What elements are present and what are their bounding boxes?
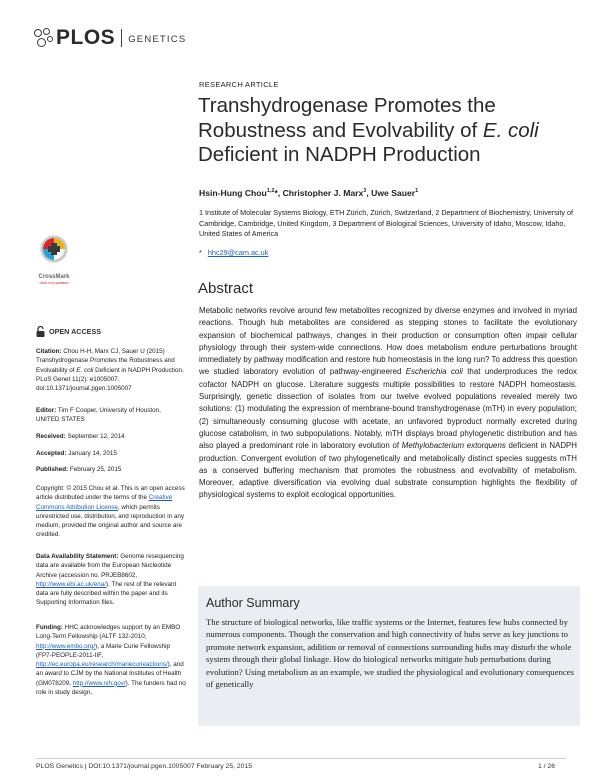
open-access-badge: OPEN ACCESS (36, 326, 101, 337)
footer-citation: PLOS Genetics | DOI:10.1371/journal.pgen.1005007 February 25, 2015 (36, 763, 253, 770)
author-name: Christopher J. Marx (282, 188, 364, 198)
license-link[interactable]: Creative Commons Attribution License (36, 494, 173, 511)
funding-block: Funding: HHC acknowledges support by an EMBO Long-Term Fellowship (ALTF 132-2010, http://www.embo.org/), a Marie Curie Fellowship (FP7-PEOPLE-2011-IIF, http://ec.europa.eu/research/mariecurieactions/), and an award to CJM by the National Institutes of Health (GM078209, http://www.nih.gov/). The funders had no role in study design, (36, 624, 186, 697)
nih-link[interactable]: http://www.nih.gov/ (72, 679, 126, 687)
abstract-heading: Abstract (198, 280, 254, 297)
copyright-block: Copyright: © 2015 Chou et al. This is an open access article distributed under the terms of the Creative Commons Attribution License, which permits unrestricted use, distribution, and reproduction in any medium, provided the original author and source are credited. (36, 485, 185, 539)
embo-link[interactable]: http://www.embo.org/ (36, 642, 96, 650)
article-type: RESEARCH ARTICLE (199, 80, 279, 89)
crossmark-label: CrossMark (38, 274, 70, 280)
page-number: 1 / 26 (538, 763, 556, 770)
crossmark-sub: click for updates (39, 280, 69, 285)
accepted-date: Accepted: January 14, 2015 (36, 450, 117, 457)
crossmark-icon (36, 234, 72, 268)
logo-divider (121, 29, 122, 47)
data-availability-block: Data Availability Statement: Genome resequencing data are available from the European Nucleotide Archive (accession no. PRJEB8602, http://www.ebi.ac.uk/ena/). The rest of the relevant data are fully described within the paper and its Supporting Information files. (36, 553, 184, 607)
author-list: Hsin-Hung Chou$^{1,2}$*, Christopher J. Marx$^3$, Uwe Sauer$^1$ (199, 188, 419, 198)
author-name: Uwe Sauer (371, 188, 416, 198)
mariecurie-link[interactable]: http://ec.europa.eu/research/mariecurieactions/ (36, 661, 168, 669)
author-name: Hsin-Hung Chou (199, 188, 267, 198)
author-summary-text: The structure of biological networks, like traffic systems or the Internet, features few hubs connected by numerous components. Though the conservation and high connectivity of hubs serve as key junctions to promote network expansion, addition or removal of connections surrounding hubs may disturb the whole system through their global linkage. How do biological networks mitigate hub perturbations during evolution? Using metabolism as an example, we studied the physiological and evolutionary consequences of genetically (206, 617, 574, 690)
affiliations: 1 Institute of Molecular Systems Biology, ETH Zürich, Zürich, Switzerland, 2 Department of Biochemistry, University of Cambridge, Cambridge, United Kingdom, 3 Department of Biological Sciences, University of Idaho, Moscow, Idaho, United States of America (199, 208, 574, 238)
open-lock-icon (36, 326, 45, 337)
logo-plos-text: PLOS (56, 26, 116, 49)
corresponding-email[interactable]: * hhc29@cam.ac.uk (199, 248, 269, 257)
author-summary-heading: Author Summary (206, 596, 300, 610)
plos-dots-icon (34, 28, 54, 48)
abstract-body: Metabolic networks revolve around few metabolites recognized by diverse enzymes and involved in myriad reactions. Though hub metabolites are considered as stepping stones to facilitate the evolutionary expansion of biochemical pathways, changes in their production or consumption often impair cellular physiology through their system-wide connections. How does metabolism endure perturbations brought immediately by pathway modification and restore hub homeostasis in the long run? To address this question we studied laboratory evolution of pathway-engineered Escherichia coli that underproduces the redox cofactor NADPH on glucose. Literature suggests multiple possibilities to restore NADPH homeostasis. Surprisingly, genetic dissection of isolates from our twelve evolved populations revealed merely two solutions: (1) modulating the expression of membrane-bound transhydrogenase (mTH) in every population; (2) simultaneously consuming glucose with acetate, an unfavored byproduct normally excreted during glucose catabolism, in two subpopulations. Notably, mTH displays broad phylogenetic distribution and has also played a predominant role in laboratory evolution of Methylobacterium extorquens deficient in NADPH production. Convergent evolution of two phylogenetically and metabolically distinct species suggests mTH as a conserved buffering mechanism that promotes the robustness and evolvability of metabolism. Moreover, adaptive diversification via evolving dual substrate consumption highlights the flexibility of physiological systems to exploit ecological opportunities. (199, 306, 578, 500)
received-date: Received: September 12, 2014 (36, 433, 125, 440)
logo-journal-name: GENETICS (128, 33, 187, 45)
published-date: Published: February 25, 2015 (36, 466, 122, 473)
title-species: E. coli (482, 118, 539, 142)
ena-link[interactable]: http://www.ebi.ac.uk/ena/ (36, 580, 107, 588)
citation-block: Citation: Chou H-H, Marx CJ, Sauer U (2015) Transhydrogenase Promotes the Robustness and Evolvability of E. coli Deficient in NADPH Production. PLoS Genet 11(2): e1005007. doi:10.1371/journal.pgen.1005007 (36, 348, 184, 393)
article-title: Transhydrogenase Promotes the Robustness and Evolvability of E. coli Deficient in NADPH Production (198, 94, 539, 166)
footer-divider (36, 758, 566, 759)
journal-logo[interactable] (34, 26, 186, 50)
crossmark-badge[interactable] (36, 234, 72, 285)
editor-block: Editor: Tim F Cooper, University of Houston, UNITED STATES (36, 407, 161, 424)
